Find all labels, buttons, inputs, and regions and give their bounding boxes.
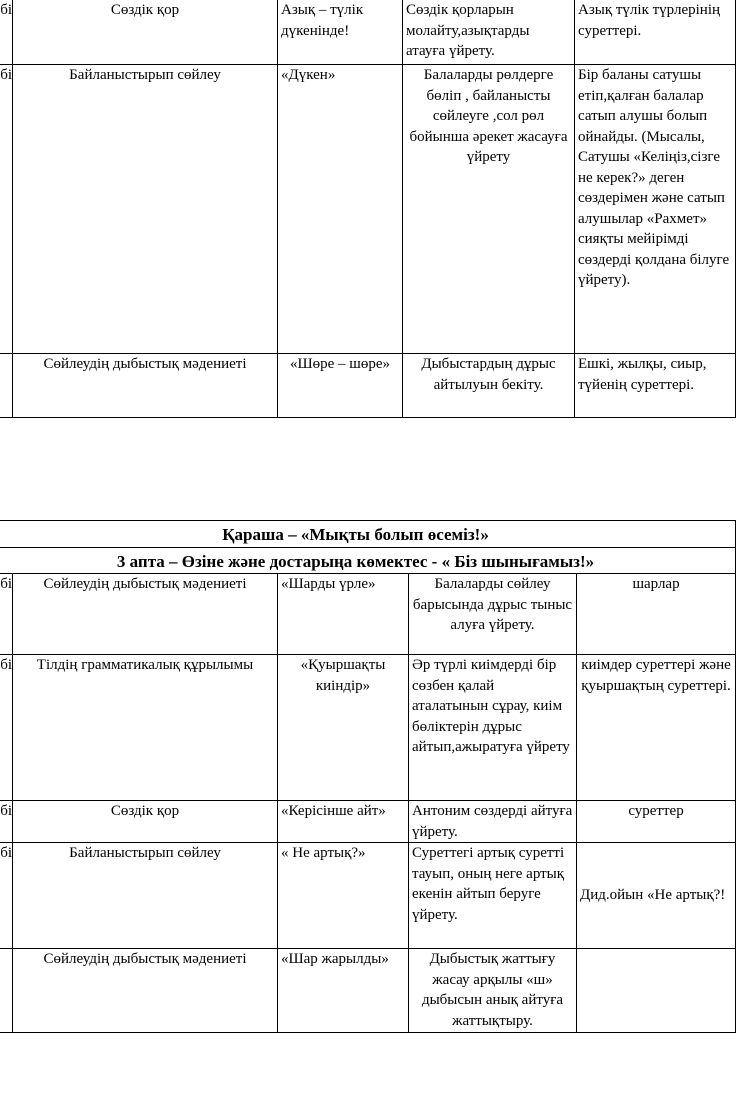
- materials-cell: суреттер: [577, 801, 736, 843]
- row-number: бі: [0, 843, 13, 949]
- row-number: бі: [0, 65, 13, 354]
- section-cell: Сөздік қор: [13, 801, 278, 843]
- materials-text: Бір баланы сатушы етіп,қалған балалар сатып алушы болып ойнайды. (Мысалы, Сатушы «Келіңіз,сізге не керек?» деген сөздерімен және сатып алушылар «Рахмет» сияқты мейірімді сөздерді қолдана білуге үйрету).: [578, 67, 730, 288]
- row-number: бі: [0, 655, 13, 801]
- goal-cell: Әр түрлі киімдерді бір сөзбен қалай аталатынын сұрау, киім бөліктерін дұрыс айтып,ажыратуға үйрету: [409, 655, 577, 801]
- table-row: [0, 949, 736, 1033]
- topic-cell: «Шөре – шөре»: [278, 354, 403, 418]
- goal-cell: Балаларды рөлдерге бөліп , байланысты сөйлеуге ,сол рөл бойынша әрекет жасауға үйрету: [403, 65, 575, 354]
- week-heading: 3 апта – Өзіне және достарыңа көмектес - « Біз шынығамыз!»: [0, 548, 736, 574]
- topic-cell: «Қуыршақты киіндір»: [278, 655, 409, 801]
- table-row: [0, 843, 736, 949]
- goal-cell: Суреттегі артық суретті тауып, оның неге артық екенін айтып беруге үйрету.: [409, 843, 577, 949]
- table-row: [0, 574, 736, 655]
- topic-cell: Азық – түлік дүкенінде!: [278, 0, 403, 65]
- section-cell: Сөйлеудің дыбыстық мәдениеті: [13, 354, 278, 418]
- week-heading-row: [0, 548, 736, 574]
- section-cell: Сөздік қор: [13, 0, 278, 65]
- goal-cell: Балаларды сөйлеу барысында дұрыс тыныс алуға үйрету.: [409, 574, 577, 655]
- lesson-table-2: [0, 520, 736, 1033]
- goal-cell: Дыбыстық жаттығу жасау арқылы «ш» дыбысын анық айтуға жаттықтыру.: [409, 949, 577, 1033]
- table-row: [0, 354, 736, 418]
- topic-cell: « Не артық?»: [278, 843, 409, 949]
- materials-text: Дид.ойын «Не артық?!: [580, 887, 726, 904]
- topic-cell: «Шар жарылды»: [278, 949, 409, 1033]
- materials-cell: [577, 843, 736, 949]
- section-cell: Байланыстырып сөйлеу: [13, 65, 278, 354]
- month-heading-row: [0, 521, 736, 548]
- row-number: бі: [0, 801, 13, 843]
- section-cell: Сөйлеудің дыбыстық мәдениеті: [13, 574, 278, 655]
- table-row: [0, 801, 736, 843]
- table-row: [0, 655, 736, 801]
- row-number: бі: [0, 574, 13, 655]
- materials-cell: Азық түлік түрлерінің суреттері.: [575, 0, 736, 65]
- topic-cell: «Дүкен»: [278, 65, 403, 354]
- materials-cell: Ешкі, жылқы, сиыр, түйенің суреттері.: [575, 354, 736, 418]
- row-number: [0, 354, 13, 418]
- row-number: бі: [0, 0, 13, 65]
- month-heading: Қараша – «Мықты болып өсеміз!»: [0, 521, 736, 548]
- goal-cell: Дыбыстардың дұрыс айтылуын бекіту.: [403, 354, 575, 418]
- table-row: [0, 0, 736, 65]
- section-cell: Тілдің грамматикалық құрылымы: [13, 655, 278, 801]
- materials-cell: [577, 949, 736, 1033]
- materials-cell: [575, 65, 736, 354]
- lesson-table-1: [0, 0, 736, 418]
- topic-cell: «Керісінше айт»: [278, 801, 409, 843]
- section-cell: Байланыстырып сөйлеу: [13, 843, 278, 949]
- goal-cell: Антоним сөздерді айтуға үйрету.: [409, 801, 577, 843]
- materials-cell: киімдер суреттері және қуыршақтың суреттері.: [577, 655, 736, 801]
- row-number: [0, 949, 13, 1033]
- materials-cell: шарлар: [577, 574, 736, 655]
- table-row: [0, 65, 736, 354]
- topic-cell: «Шарды үрле»: [278, 574, 409, 655]
- goal-cell: Сөздік қорларын молайту,азықтарды атауға үйрету.: [403, 0, 575, 65]
- section-cell: Сөйлеудің дыбыстық мәдениеті: [13, 949, 278, 1033]
